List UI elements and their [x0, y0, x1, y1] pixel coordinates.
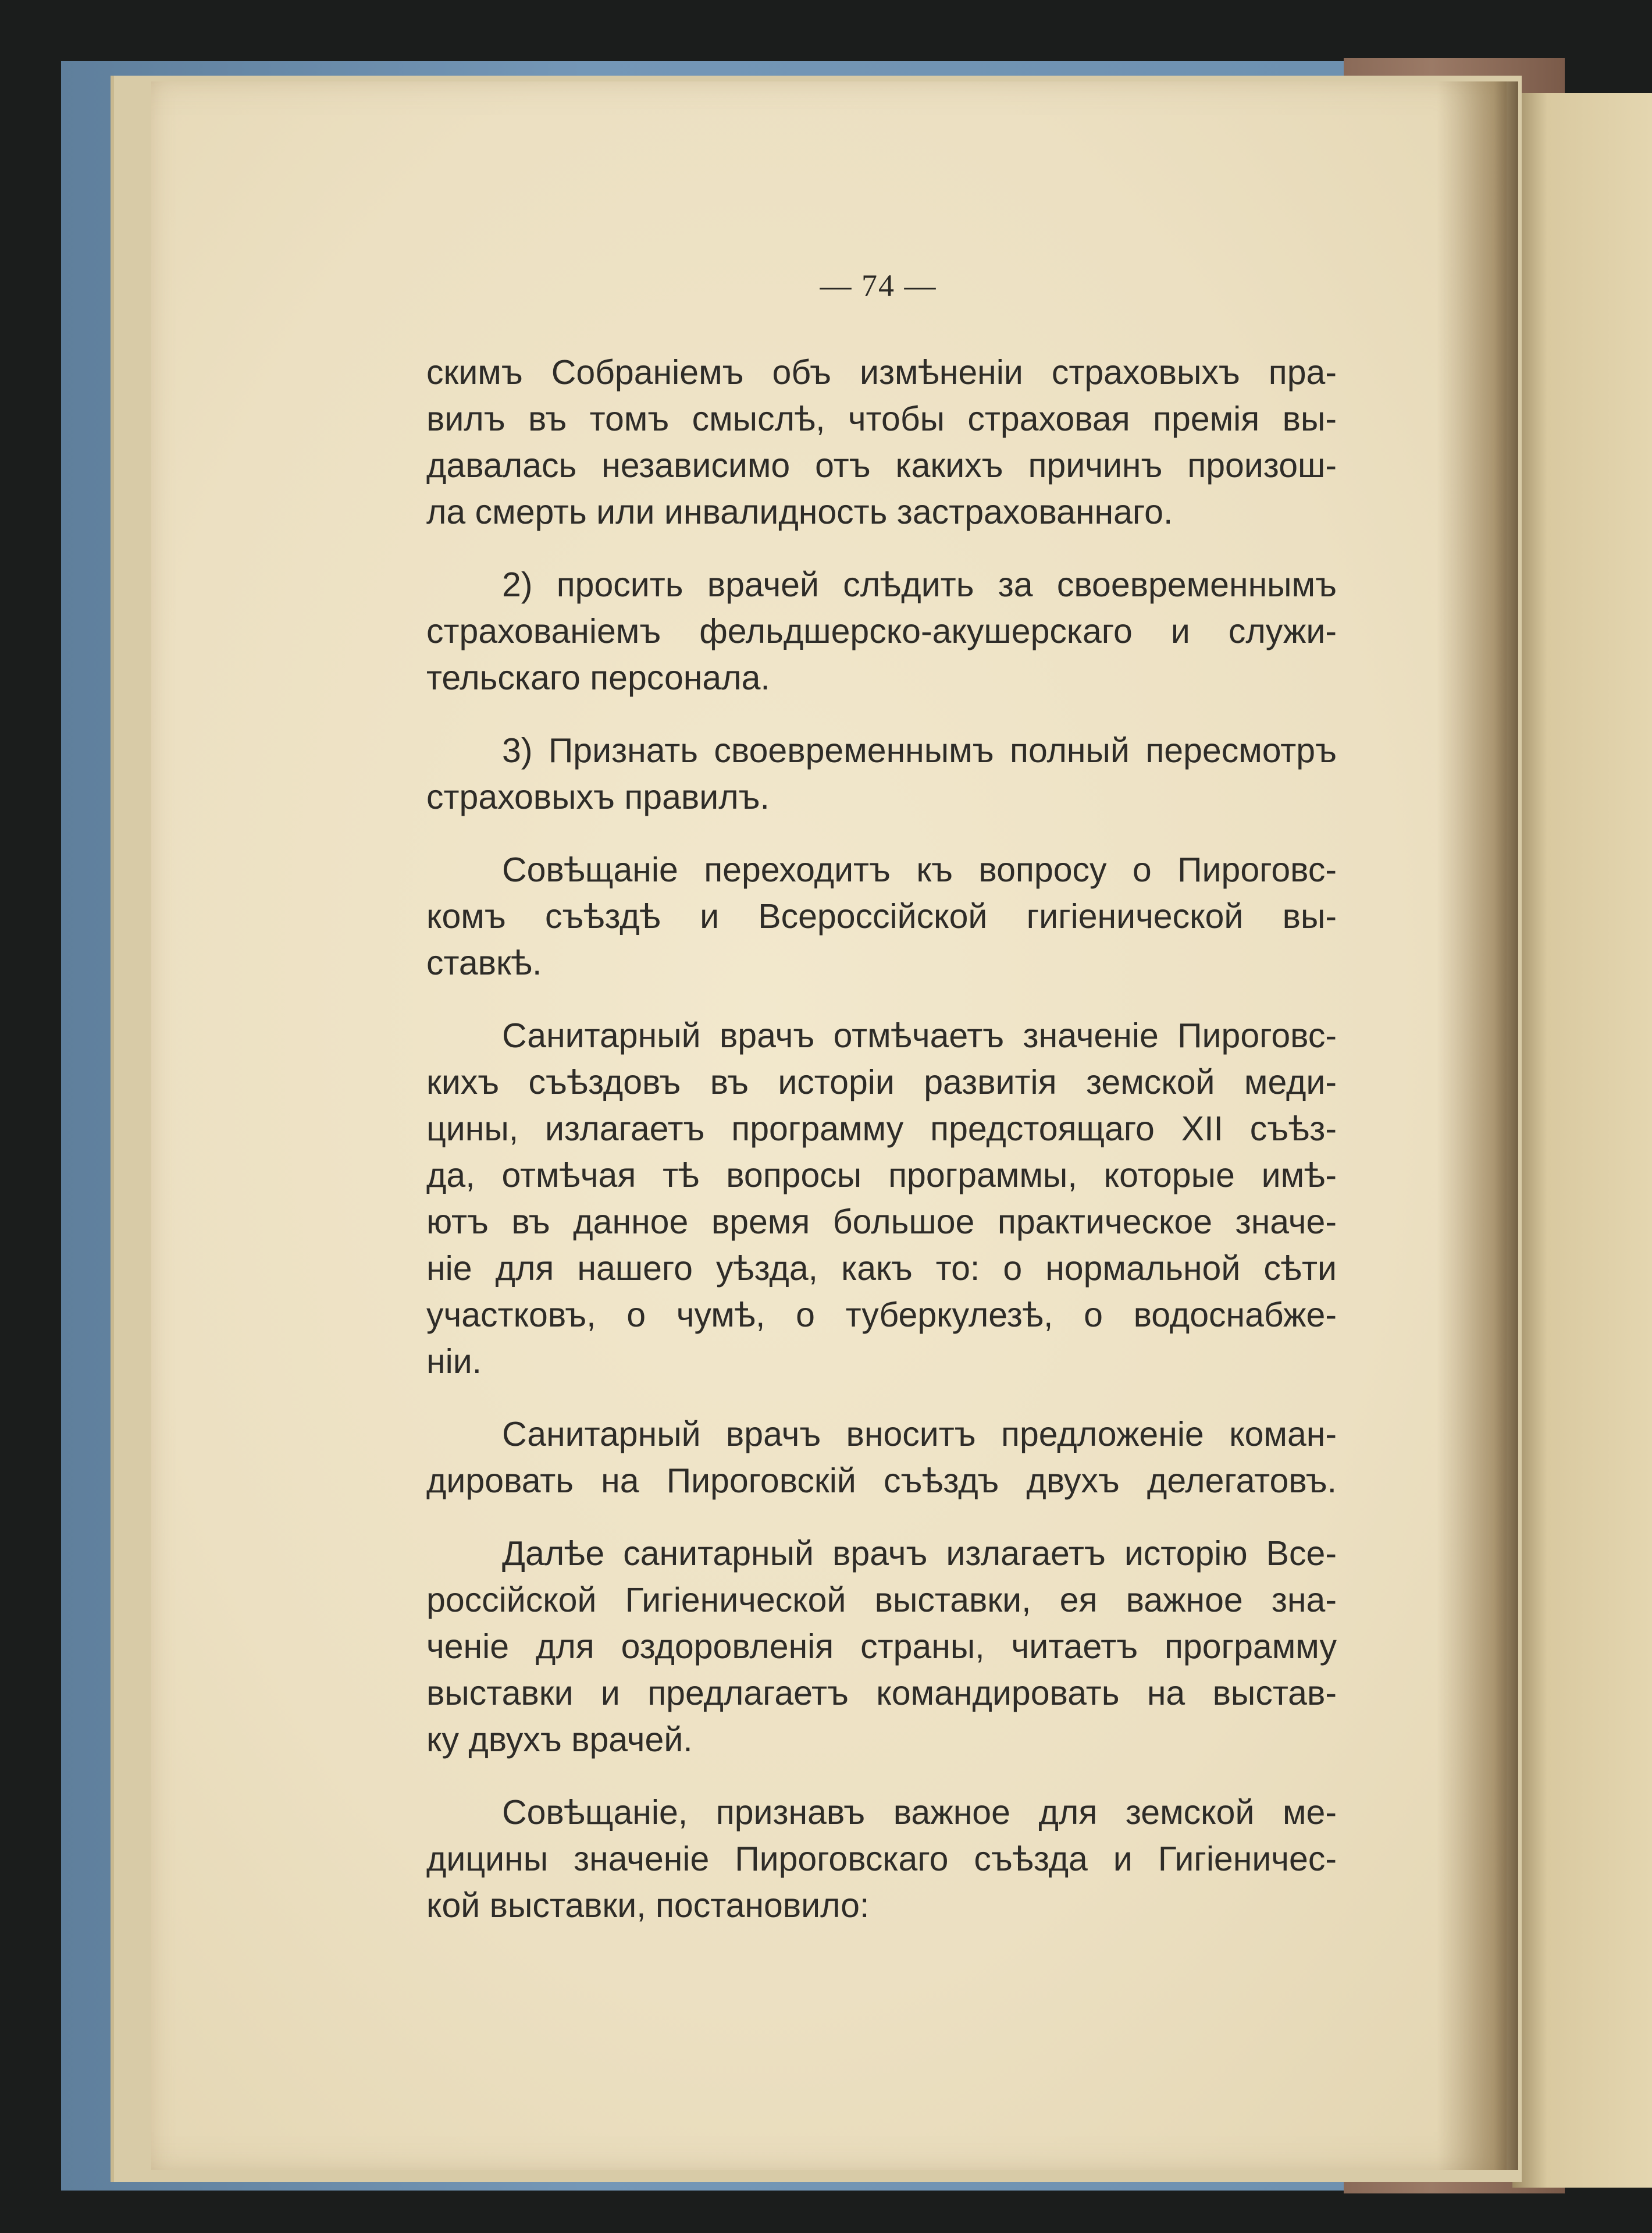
- text-line: участковъ, о чумѣ, о туберкулезѣ, о водоснабже-: [426, 1296, 1337, 1334]
- text-line: Санитарный врачъ вноситъ предложеніе коман-: [502, 1415, 1337, 1453]
- page-text: [426, 349, 1337, 1955]
- paragraph-hygiene-exhibition: [426, 1530, 1337, 1763]
- text-line: цины, излагаетъ программу предстоящаго XII съѣз-: [426, 1110, 1337, 1148]
- text-line: дировать на Пироговскій съѣздъ двухъ делегатовъ.: [426, 1462, 1337, 1500]
- text-line: да, отмѣчая тѣ вопросы программы, которые имѣ-: [426, 1156, 1337, 1194]
- text-line: кихъ съѣздовъ въ исторіи развитія земской меди-: [426, 1063, 1337, 1101]
- text-line: ютъ въ данное время большое практическое значе-: [426, 1203, 1337, 1241]
- text-line: Совѣщаніе переходитъ къ вопросу о Пироговс-: [502, 851, 1337, 889]
- text-line: ставкѣ.: [426, 944, 542, 982]
- paragraph-delegates-proposal: [426, 1411, 1337, 1504]
- text-line: тельскаго персонала.: [426, 659, 770, 697]
- text-line: ченіе для оздоровленія страны, читаетъ программу: [426, 1627, 1337, 1666]
- page-gutter-shadow: [1437, 81, 1518, 2170]
- paragraph-resolution: [426, 1789, 1337, 1929]
- text-line: ніе для нашего уѣзда, какъ то: о нормальной сѣти: [426, 1249, 1337, 1288]
- text-line: 2) просить врачей слѣдить за своевременнымъ: [502, 566, 1337, 604]
- text-line: скимъ Собраніемъ объ измѣненіи страховыхъ пра-: [426, 353, 1337, 392]
- text-line: вилъ въ томъ смыслѣ, чтобы страховая премія вы-: [426, 400, 1337, 438]
- text-line: кой выставки, постановило:: [426, 1886, 870, 1925]
- text-line: ла смерть или инвалидность застрахованнаго.: [426, 493, 1173, 531]
- text-line: комъ съѣздѣ и Всероссійской гигіенической вы-: [426, 897, 1337, 936]
- paragraph-sanitary-doctor-report: [426, 1012, 1337, 1385]
- text-line: дицины значеніе Пироговскаго съѣзда и Гигіеничес-: [426, 1840, 1337, 1878]
- facing-page: [1512, 93, 1652, 2188]
- text-line: россійской Гигіенической выставки, ея важное зна-: [426, 1581, 1337, 1619]
- text-line: Далѣе санитарный врачъ излагаетъ исторію Все-: [502, 1534, 1337, 1573]
- paragraph-pirogov-congress-question: [426, 847, 1337, 986]
- text-line: ніи.: [426, 1342, 482, 1381]
- paragraph-point-3: [426, 727, 1337, 820]
- text-line: 3) Признать своевременнымъ полный пересмотръ: [502, 731, 1337, 770]
- text-line: ку двухъ врачей.: [426, 1720, 693, 1759]
- text-line: Совѣщаніе, признавъ важное для земской ме-: [502, 1793, 1337, 1832]
- text-line: Санитарный врачъ отмѣчаетъ значеніе Пироговс-: [502, 1016, 1337, 1055]
- paragraph-point-2: [426, 561, 1337, 701]
- text-line: давалась независимо отъ какихъ причинъ произош-: [426, 446, 1337, 485]
- page-number: — 74 —: [820, 268, 937, 303]
- text-line: страховыхъ правилъ.: [426, 778, 770, 816]
- text-line: страхованіемъ фельдшерско-акушерскаго и служи-: [426, 612, 1337, 650]
- paragraph-insurance-rules-continued: [426, 349, 1337, 535]
- text-line: выставки и предлагаетъ командировать на выстав-: [426, 1674, 1337, 1712]
